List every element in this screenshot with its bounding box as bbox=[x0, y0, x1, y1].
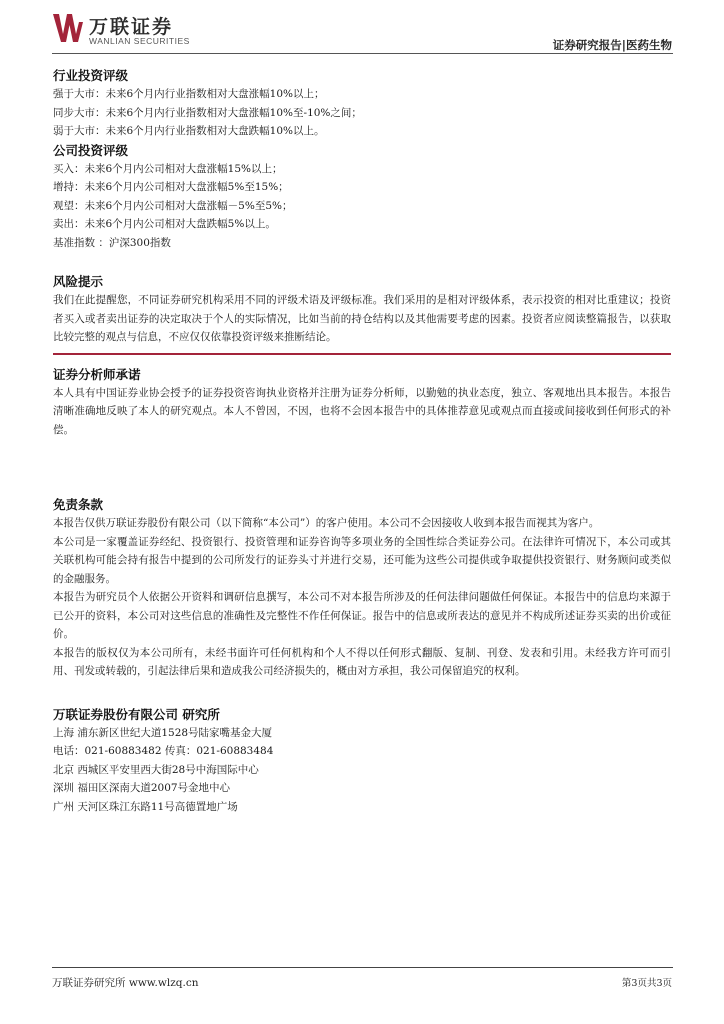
industry-rating-item: 弱于大市：未来6个月内行业指数相对大盘跌幅10%以上。 bbox=[53, 125, 325, 137]
company-rating-title: 公司投资评级 bbox=[53, 142, 129, 158]
report-tag: 证券研究报告|医药生物 bbox=[552, 38, 672, 52]
contact-line: 广州 天河区珠江东路11号高德置地广场 bbox=[53, 800, 238, 813]
footer-source: 万联证券研究所 www.wlzq.cn bbox=[52, 977, 199, 989]
analyst-title: 证券分析师承诺 bbox=[53, 366, 141, 382]
company-rating-item: 卖出：未来6个月内公司相对大盘跌幅5%以上。 bbox=[53, 218, 276, 230]
industry-rating-item: 同步大市：未来6个月内行业指数相对大盘涨幅10%至-10%之间； bbox=[53, 106, 362, 119]
brand-logo-icon bbox=[53, 12, 83, 44]
company-rating-item: 增持：未来6个月内公司相对大盘涨幅5%至15%； bbox=[53, 181, 289, 193]
contact-line: 上海 浦东新区世纪大道1528号陆家嘴基金大厦 bbox=[53, 726, 273, 739]
industry-rating-item: 强于大市：未来6个月内行业指数相对大盘涨幅10%以上； bbox=[53, 88, 325, 100]
contact-line: 深圳 福田区深南大道2007号金地中心 bbox=[53, 782, 231, 794]
brand-name-en: WANLIAN SECURITIES bbox=[89, 36, 190, 46]
industry-rating-title: 行业投资评级 bbox=[53, 68, 129, 83]
contact-line: 电话：021-60883482 传真：021-60883484 bbox=[53, 745, 274, 757]
page-number: 第3页共3页 bbox=[621, 978, 672, 989]
footer-divider bbox=[52, 967, 673, 968]
risk-title: 风险提示 bbox=[53, 274, 104, 289]
company-rating-item: 观望：未来6个月内公司相对大盘涨幅－5%至5%； bbox=[53, 199, 293, 212]
header-divider bbox=[52, 53, 673, 54]
disclaimer-paragraph: 本公司是一家覆盖证券经纪、投资银行、投资管理和证券咨询等多项业务的全国性综合类证券公司。在法律许可情况下，本公司或其关联机构可能会持有报告中提到的公司所发行的证券头寸并进行交易，还可能为这些公司提供或争取提供投资银行、财务顾问或类似的金融服务。 bbox=[53, 535, 671, 585]
benchmark-index: 基准指数 ：沪深300指数 bbox=[53, 236, 171, 249]
report-body bbox=[53, 66, 671, 816]
disclaimer-title: 免责条款 bbox=[53, 497, 104, 512]
disclaimer-paragraph: 本报告为研究员个人依据公开资料和调研信息撰写，本公司不对本报告所涉及的任何法律问题做任何保证。本报告中的信息均来源于已公开的资料，本公司对这些信息的准确性及完整性不作任何保证。报告中的信息或所表达的意见并不构成所述证券买卖的出价或征价。 bbox=[53, 591, 671, 640]
risk-text: 我们在此提醒您，不同证券研究机构采用不同的评级术语及评级标准。我们采用的是相对评级体系，表示投资的相对比重建议；投资者买入或者卖出证券的决定取决于个人的实际情况，比如当前的持仓结构以及其他需要考虑的因素。投资者应阅读整篇报告，以获取比较完整的观点与信息，不应仅仅依靠投资评级来推断结论。 bbox=[53, 294, 671, 343]
disclaimer-paragraph: 本报告仅供万联证券股份有限公司（以下简称“本公司”）的客户使用。本公司不会因接收人收到本报告而视其为客户。 bbox=[53, 517, 600, 529]
analyst-text: 本人具有中国证券业协会授予的证券投资咨询执业资格并注册为证券分析师，以勤勉的执业态度，独立、客观地出具本报告。本报告清晰准确地反映了本人的研究观点。本人不曾因，不因，也将不会因本报告中的具体推荐意见或观点而直接或间接收到任何形式的补偿。 bbox=[53, 386, 671, 436]
disclaimer-paragraph: 本报告的版权仅为本公司所有，未经书面许可任何机构和个人不得以任何形式翻版、复制、刊登、发表和引用。未经我方许可而引用、刊发或转载的，引起法律后果和造成我公司经济损失的，概由对方承担，我公司保留追究的权利。 bbox=[53, 646, 671, 677]
contact-title: 万联证券股份有限公司 研究所 bbox=[53, 706, 220, 722]
contact-line: 北京 西城区平安里西大街28号中海国际中心 bbox=[53, 763, 259, 776]
company-rating-item: 买入：未来6个月内公司相对大盘涨幅15%以上； bbox=[53, 162, 283, 175]
brand-name-cn: 万联证券 bbox=[89, 16, 174, 38]
